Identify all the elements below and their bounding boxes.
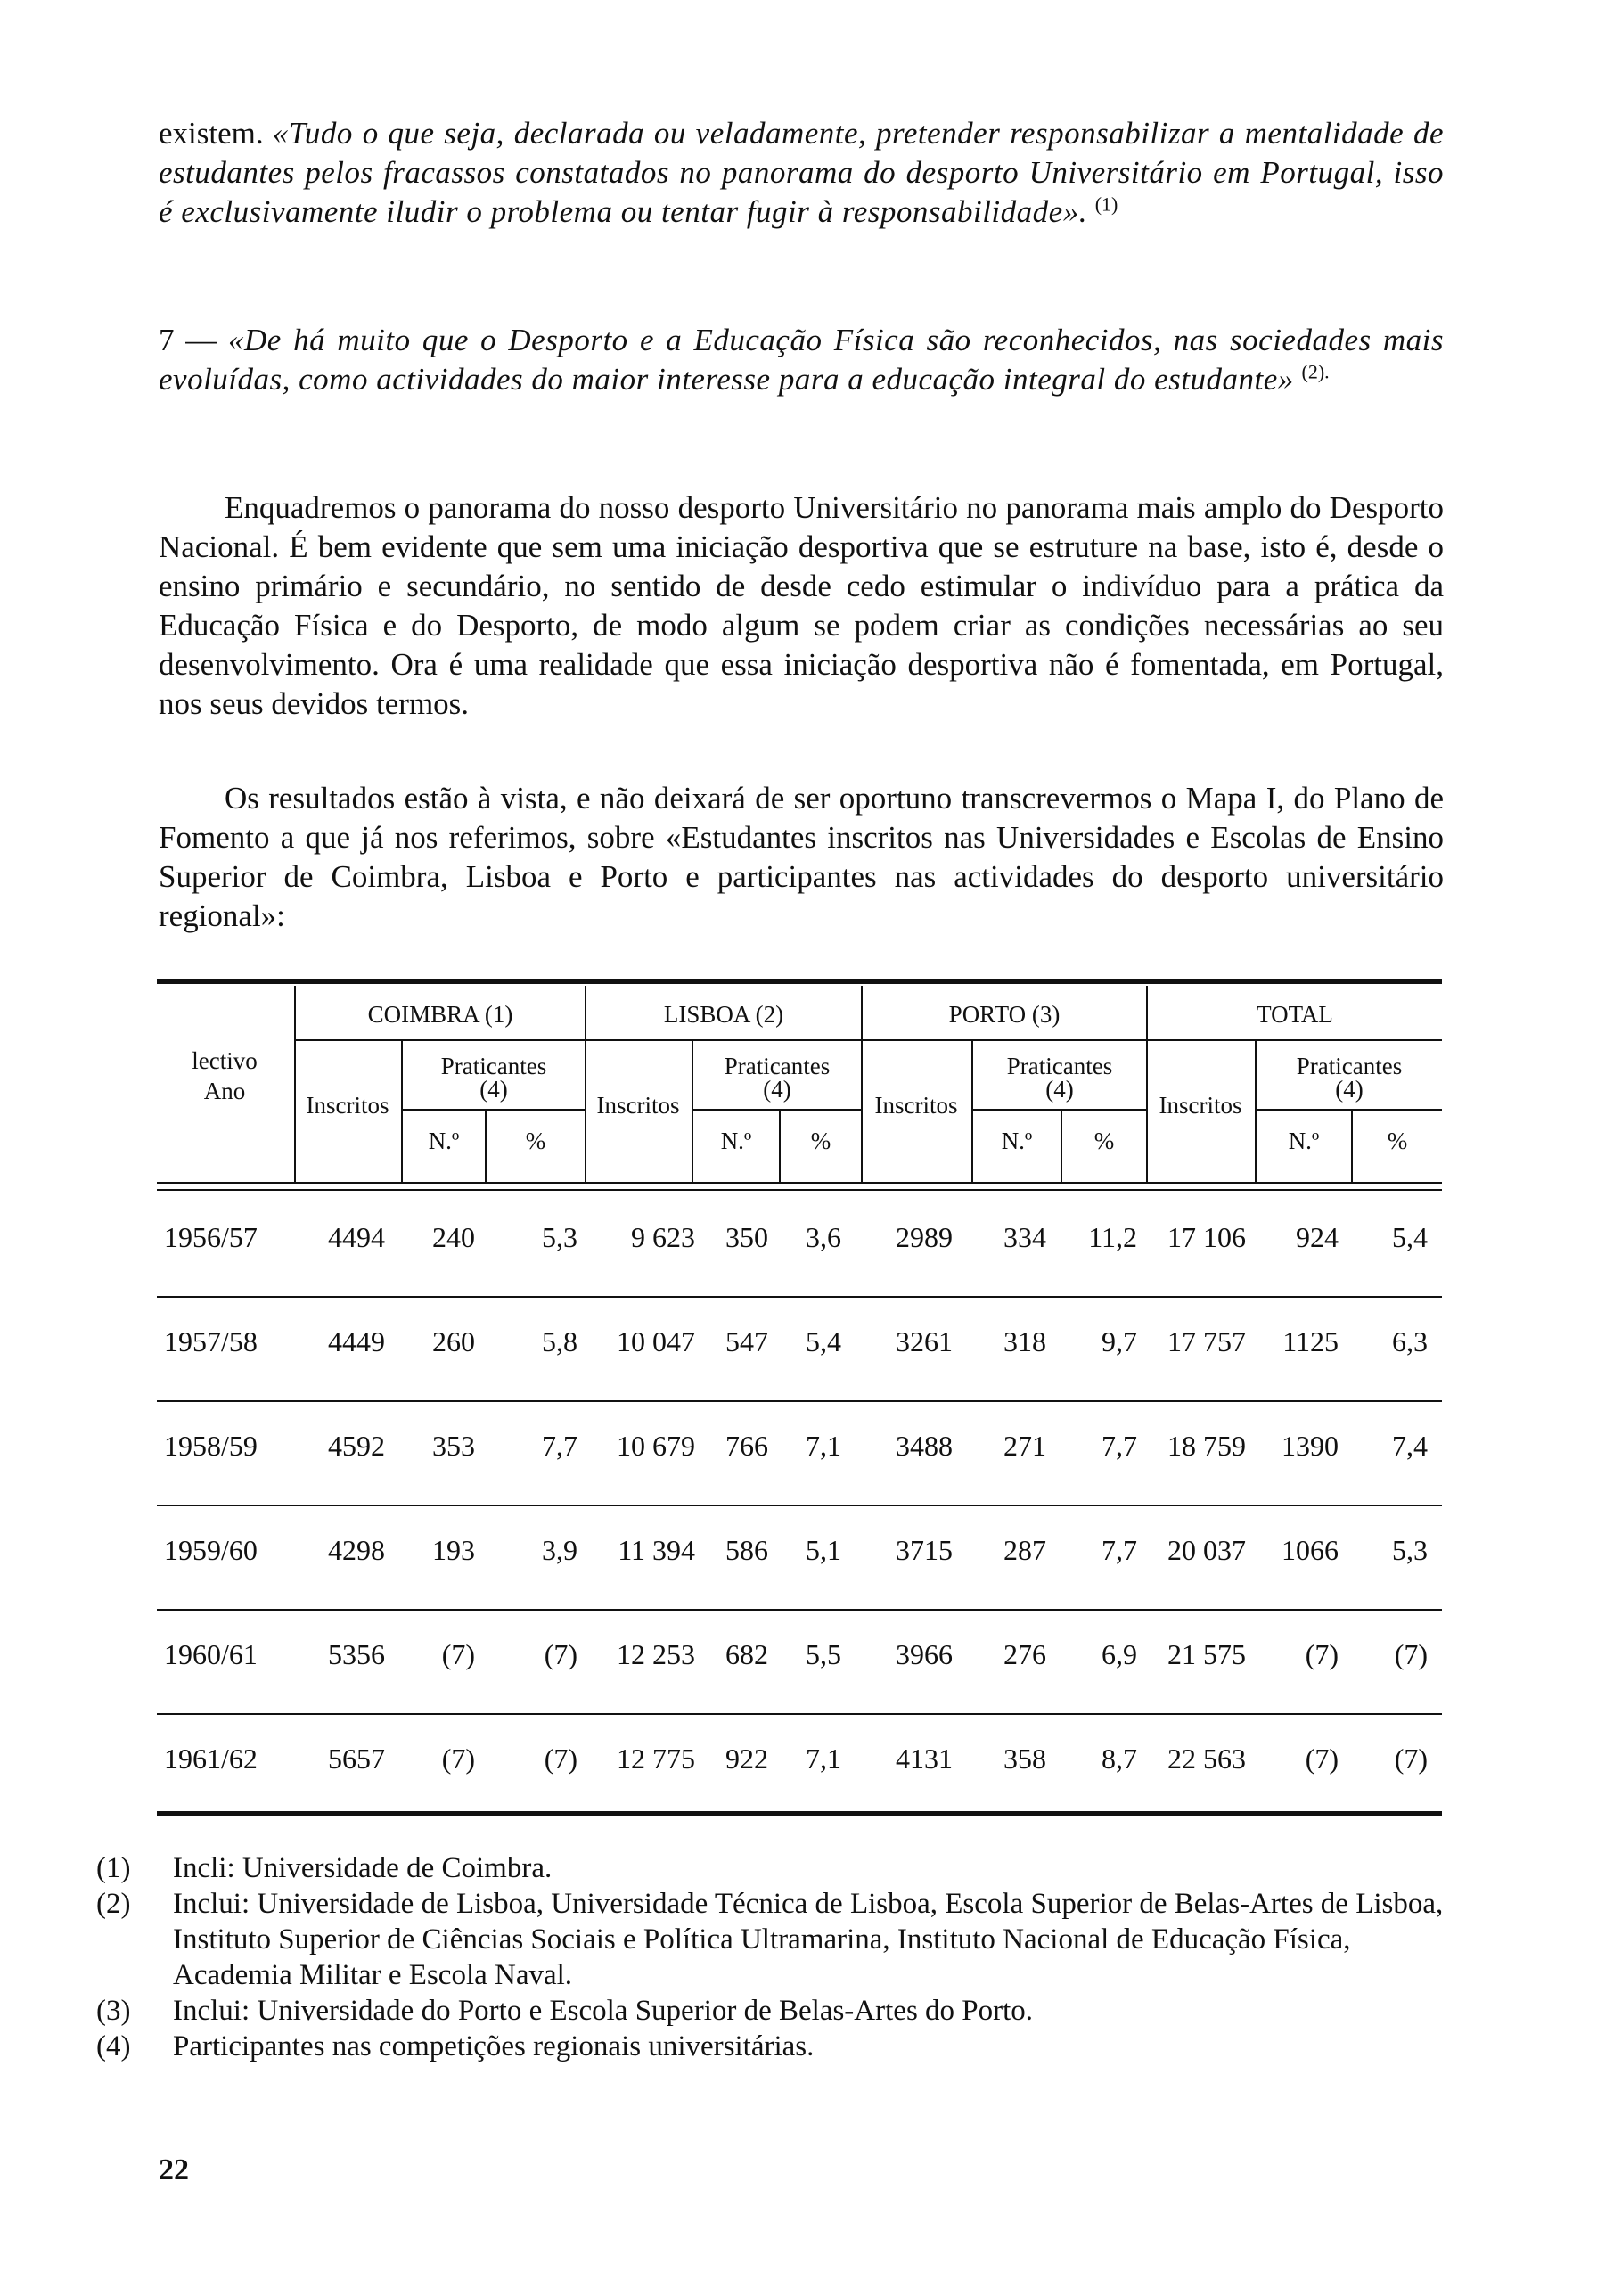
table-cell: 5,4 bbox=[806, 1325, 841, 1357]
table-cell: 358 bbox=[1003, 1742, 1046, 1775]
table-cell: 7,7 bbox=[542, 1430, 577, 1462]
table-cell: (7) bbox=[1394, 1638, 1428, 1670]
table-cell: 4449 bbox=[328, 1325, 385, 1357]
table-cell: (7) bbox=[1394, 1742, 1428, 1775]
row-divider bbox=[157, 1609, 1442, 1611]
table-cell: 12 775 bbox=[617, 1742, 695, 1775]
group-lisboa: LISBOA (2) bbox=[663, 1001, 784, 1028]
quote-2-ref: (2). bbox=[1301, 360, 1330, 383]
table-cell: 334 bbox=[1003, 1221, 1046, 1253]
total-pct-header: % bbox=[1387, 1128, 1408, 1154]
lisboa-pct-header: % bbox=[810, 1128, 831, 1154]
total-praticantes-header: Praticantes bbox=[1296, 1053, 1403, 1079]
coimbra-praticantes-header: Praticantes bbox=[440, 1053, 547, 1079]
table-cell: 7,1 bbox=[806, 1430, 841, 1462]
table-cell: 260 bbox=[432, 1325, 475, 1357]
total-no-header: N.º bbox=[1288, 1128, 1320, 1154]
sub-rule bbox=[692, 1109, 861, 1111]
lisboa-no-header: N.º bbox=[720, 1128, 752, 1154]
table-cell: 586 bbox=[725, 1534, 768, 1566]
table-cell: 350 bbox=[725, 1221, 768, 1253]
table-cell: (7) bbox=[544, 1638, 577, 1670]
table-cell: 5,5 bbox=[806, 1638, 841, 1670]
lisboa-praticantes-note: (4) bbox=[763, 1076, 791, 1103]
row-divider bbox=[157, 1296, 1442, 1298]
table-cell: (7) bbox=[1305, 1742, 1339, 1775]
footnote bbox=[96, 1886, 1451, 1993]
year-header-line-2: Ano bbox=[203, 1078, 246, 1104]
table-cell: 1066 bbox=[1282, 1534, 1339, 1566]
table-cell: 682 bbox=[725, 1638, 768, 1670]
footnote-text: Participantes nas competições regionais universitárias. bbox=[173, 2030, 815, 2062]
group-porto: PORTO (3) bbox=[948, 1001, 1061, 1028]
body-paragraph-2: Os resultados estão à vista, e não deixará de ser oportuno transcrevermos o Mapa I, do Plano de Fomento a que já nos referimos, sobre «Estudantes inscritos nas Universidades e Escolas de Ensino Superior de Coimbra, Lisboa e Porto e participantes nas actividades do desporto universitário regional»: bbox=[159, 781, 1444, 933]
table-cell: 4494 bbox=[328, 1221, 385, 1253]
header-bottom-rule-2 bbox=[157, 1189, 1442, 1191]
footnote-text: Inclui: Universidade do Porto e Escola Superior de Belas-Artes do Porto. bbox=[173, 1995, 1034, 2027]
table-cell: 5,1 bbox=[806, 1534, 841, 1566]
table-bottom-rule bbox=[157, 1811, 1442, 1816]
row-divider bbox=[157, 1505, 1442, 1506]
table-cell: (7) bbox=[441, 1638, 475, 1670]
table-cell: 3,6 bbox=[806, 1221, 841, 1253]
footnote bbox=[96, 1850, 1451, 1886]
group-coimbra: COIMBRA (1) bbox=[367, 1001, 513, 1028]
table-cell: 4592 bbox=[328, 1430, 385, 1462]
total-inscritos-header: Inscritos bbox=[1159, 1092, 1242, 1119]
table-cell: 924 bbox=[1296, 1221, 1339, 1253]
table-cell: 11 394 bbox=[618, 1534, 695, 1566]
row-year: 1956/57 bbox=[164, 1221, 258, 1253]
table-cell: 7,7 bbox=[1102, 1430, 1137, 1462]
quote-2-text: «De há muito que o Desporto e a Educação Física são reconhecidos, nas sociedades mais evoluídas, como actividades do maior interesse para a educação integral do estudante» bbox=[159, 323, 1444, 397]
table-cell: 4298 bbox=[328, 1534, 385, 1566]
table-cell: 6,3 bbox=[1392, 1325, 1428, 1357]
table-cell: 240 bbox=[432, 1221, 475, 1253]
table-cell: 5356 bbox=[328, 1638, 385, 1670]
table-cell: 6,9 bbox=[1102, 1638, 1137, 1670]
footnote bbox=[96, 2029, 1451, 2064]
porto-pct-header: % bbox=[1093, 1128, 1115, 1154]
page-number: 22 bbox=[159, 2153, 189, 2186]
sub-rule bbox=[971, 1109, 1146, 1111]
table-cell: 8,7 bbox=[1102, 1742, 1137, 1775]
row-year: 1959/60 bbox=[164, 1534, 258, 1566]
lisboa-praticantes-header: Praticantes bbox=[724, 1053, 831, 1079]
table-cell: 193 bbox=[432, 1534, 475, 1566]
table-cell: (7) bbox=[1305, 1638, 1339, 1670]
table-cell: 3715 bbox=[896, 1534, 953, 1566]
table-cell: 5,4 bbox=[1392, 1221, 1428, 1253]
footnote bbox=[96, 1993, 1451, 2029]
footnote-text: Inclui: Universidade de Lisboa, Universidade Técnica de Lisboa, Escola Superior de Belas-Artes de Lisboa, Instituto Superior de Ciências Sociais e Política Ultramarina, Instituto Nacional de Educação Física, Academia Militar e Escola Naval. bbox=[173, 1888, 1444, 1991]
table-cell: 3261 bbox=[896, 1325, 953, 1357]
table-cell: 1125 bbox=[1282, 1325, 1339, 1357]
header-bottom-rule bbox=[157, 1182, 1442, 1184]
table-cell: 11,2 bbox=[1088, 1221, 1137, 1253]
table-cell: 353 bbox=[432, 1430, 475, 1462]
table-cell: 9,7 bbox=[1102, 1325, 1137, 1357]
coimbra-inscritos-header: Inscritos bbox=[306, 1092, 389, 1119]
footnote-number: (4) bbox=[96, 2030, 131, 2062]
table-cell: 2989 bbox=[896, 1221, 953, 1253]
table-cell: 1390 bbox=[1282, 1430, 1339, 1462]
table-cell: 9 623 bbox=[631, 1221, 695, 1253]
table-cell: 5657 bbox=[328, 1742, 385, 1775]
row-divider bbox=[157, 1713, 1442, 1715]
row-divider bbox=[157, 1400, 1442, 1402]
footnote-text: Incli: Universidade de Coimbra. bbox=[173, 1852, 553, 1884]
table-cell: (7) bbox=[544, 1742, 577, 1775]
table-cell: 12 253 bbox=[617, 1638, 695, 1670]
group-total: TOTAL bbox=[1257, 1001, 1333, 1028]
lisboa-inscritos-header: Inscritos bbox=[596, 1092, 680, 1119]
table-cell: 922 bbox=[725, 1742, 768, 1775]
table-cell: 271 bbox=[1003, 1430, 1046, 1462]
row-year: 1958/59 bbox=[164, 1430, 258, 1462]
footnote-number: (1) bbox=[96, 1852, 131, 1884]
table-cell: 10 679 bbox=[617, 1430, 695, 1462]
table-cell: 20 037 bbox=[1167, 1534, 1246, 1566]
sub-rule bbox=[1255, 1109, 1442, 1111]
table-cell: 276 bbox=[1003, 1638, 1046, 1670]
total-praticantes-note: (4) bbox=[1335, 1076, 1364, 1103]
table-cell: 17 106 bbox=[1167, 1221, 1246, 1253]
quote-paragraph-1 bbox=[159, 114, 1444, 232]
table-cell: 17 757 bbox=[1167, 1325, 1246, 1357]
row-year: 1961/62 bbox=[164, 1742, 258, 1775]
year-header-line-1: lectivo bbox=[192, 1047, 258, 1074]
table-cell: 287 bbox=[1003, 1534, 1046, 1566]
table-cell: 5,8 bbox=[542, 1325, 577, 1357]
table-cell: 21 575 bbox=[1167, 1638, 1246, 1670]
footnotes bbox=[96, 1850, 1451, 2064]
coimbra-pct-header: % bbox=[525, 1128, 546, 1154]
quote-2-lead: 7 — bbox=[159, 323, 229, 357]
table-cell: 7,4 bbox=[1392, 1430, 1428, 1462]
table-cell: 18 759 bbox=[1167, 1430, 1246, 1462]
table-cell: 10 047 bbox=[617, 1325, 695, 1357]
table-cell: 4131 bbox=[896, 1742, 953, 1775]
table-top-rule bbox=[157, 979, 1442, 984]
table-cell: 3,9 bbox=[542, 1534, 577, 1566]
table-cell: 5,3 bbox=[1392, 1534, 1428, 1566]
porto-praticantes-note: (4) bbox=[1045, 1076, 1074, 1103]
quote-1-lead: existem. bbox=[159, 116, 273, 151]
sub-rule bbox=[401, 1109, 585, 1111]
table-cell: 22 563 bbox=[1167, 1742, 1246, 1775]
table-cell: 547 bbox=[725, 1325, 768, 1357]
footnote-number: (2) bbox=[96, 1888, 131, 1920]
table-cell: 766 bbox=[725, 1430, 768, 1462]
footnote-number: (3) bbox=[96, 1995, 131, 2027]
body-paragraph-1: Enquadremos o panorama do nosso desporto Universitário no panorama mais amplo do Desporto Nacional. É bem evidente que sem uma iniciação desportiva que se estruture na base, isto é, desde o ensino primário e secundário, no sentido de desde cedo estimular o indivíduo para a prática da Educação Física e do Desporto, de modo algum se podem criar as condições necessárias ao seu desenvolvimento. Ora é uma realidade que essa iniciação desportiva não é fomentada, em Portugal, nos seus devidos termos. bbox=[159, 490, 1444, 721]
table-cell: 3488 bbox=[896, 1430, 953, 1462]
porto-praticantes-header: Praticantes bbox=[1006, 1053, 1113, 1079]
row-year: 1960/61 bbox=[164, 1638, 258, 1670]
table-cell: 318 bbox=[1003, 1325, 1046, 1357]
quote-paragraph-2 bbox=[159, 321, 1444, 399]
table-cell: (7) bbox=[441, 1742, 475, 1775]
quote-1-text: «Tudo o que seja, declarada ou veladamente, pretender responsabilizar a mentalidade de estudantes pelos fracassos constatados no panorama do desporto Universitário em Portugal, isso é exclusivamente iludir o problema ou tentar fugir à responsabilidade». bbox=[159, 116, 1444, 229]
row-year: 1957/58 bbox=[164, 1325, 258, 1357]
group-header-rule bbox=[294, 1039, 1442, 1041]
table-cell: 7,7 bbox=[1102, 1534, 1137, 1566]
coimbra-no-header: N.º bbox=[428, 1128, 460, 1154]
table-cell: 5,3 bbox=[542, 1221, 577, 1253]
quote-1-ref: (1) bbox=[1094, 193, 1118, 216]
table-cell: 7,1 bbox=[806, 1742, 841, 1775]
porto-inscritos-header: Inscritos bbox=[874, 1092, 958, 1119]
coimbra-praticantes-note: (4) bbox=[479, 1076, 508, 1103]
porto-no-header: N.º bbox=[1001, 1128, 1033, 1154]
table-cell: 3966 bbox=[896, 1638, 953, 1670]
